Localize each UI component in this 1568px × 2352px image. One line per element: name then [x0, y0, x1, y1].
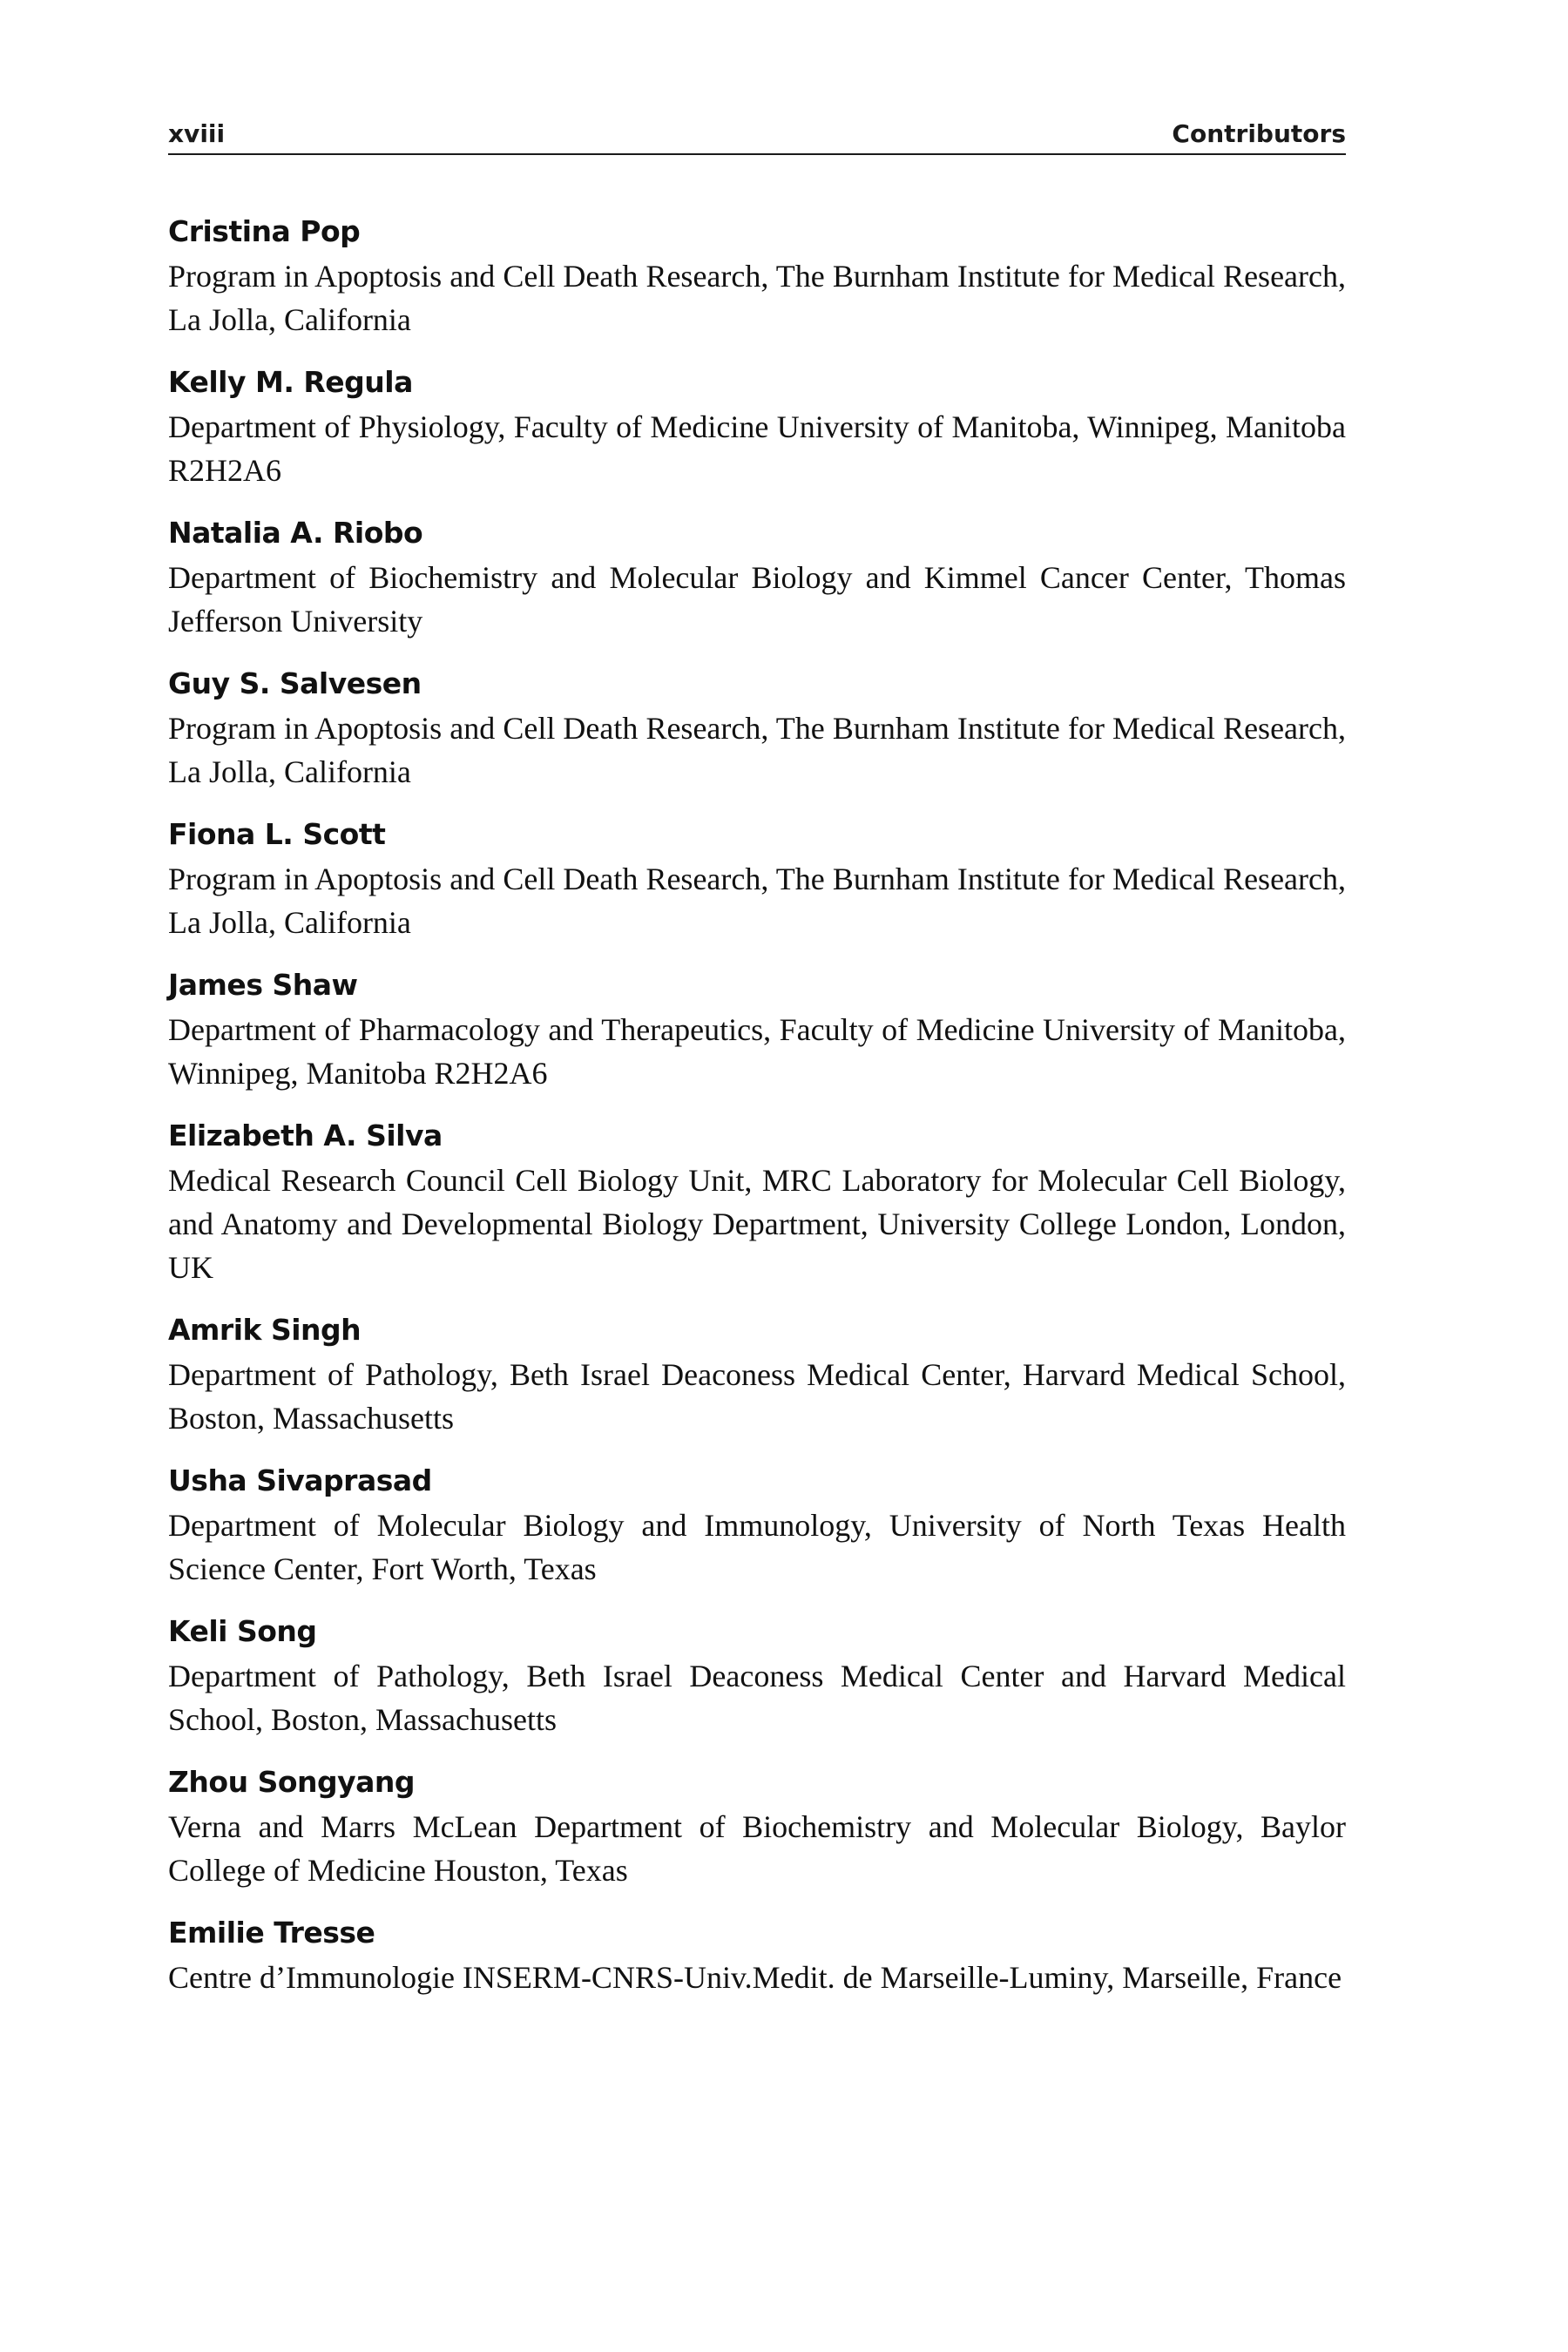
contributor-name: Zhou Songyang [168, 1765, 416, 1799]
contributor-name: Usha Sivaprasad [168, 1463, 432, 1497]
contributor-name: Keli Song [168, 1614, 317, 1648]
contributor-entry [168, 1910, 1346, 1999]
contributor-name: Cristina Pop [168, 214, 361, 248]
contributor-name: Kelly M. Regula [168, 365, 413, 399]
contributor-entry [168, 1308, 1346, 1440]
contributor-entry [168, 1458, 1346, 1591]
contributor-affiliation: Department of Biochemistry and Molecular Biology and Kimmel Cancer Center, Thomas Jefferson University [168, 560, 1346, 639]
contributor-affiliation: Verna and Marrs McLean Department of Biochemistry and Molecular Biology, Baylor College of Medicine Houston, Texas [168, 1809, 1346, 1888]
contributor-entry [168, 812, 1346, 944]
contributor-affiliation: Centre d’Immunologie INSERM-CNRS-Univ.Medit. de Marseille-Luminy, Marseille, France [168, 1960, 1342, 1995]
contributor-name: Emilie Tresse [168, 1916, 375, 1950]
contributor-entry [168, 1609, 1346, 1741]
page-number: xviii [168, 119, 226, 148]
contributor-name: James Shaw [168, 968, 358, 1002]
contributor-entry [168, 360, 1346, 492]
contributor-entry [168, 963, 1346, 1095]
contributors-list [168, 209, 1346, 2017]
contributor-entry [168, 1760, 1346, 1892]
section-title: Contributors [1172, 119, 1346, 148]
running-head [168, 112, 1346, 155]
contributor-name: Fiona L. Scott [168, 817, 386, 851]
contributor-affiliation: Department of Pathology, Beth Israel Deaconess Medical Center, Harvard Medical School, Boston, Massachusetts [168, 1357, 1346, 1436]
contributor-name: Natalia A. Riobo [168, 516, 423, 550]
contributor-entry [168, 1113, 1346, 1289]
contributor-name: Elizabeth A. Silva [168, 1119, 443, 1152]
contributor-affiliation: Department of Pathology, Beth Israel Deaconess Medical Center and Harvard Medical School, Boston, Massachusetts [168, 1659, 1346, 1737]
contributor-affiliation: Program in Apoptosis and Cell Death Research, The Burnham Institute for Medical Research, La Jolla, California [168, 259, 1346, 337]
contributor-affiliation: Medical Research Council Cell Biology Unit, MRC Laboratory for Molecular Cell Biology, and Anatomy and Developmental Biology Department, University College London, London, UK [168, 1163, 1346, 1285]
contributor-name: Amrik Singh [168, 1313, 362, 1347]
contributor-affiliation: Department of Pharmacology and Therapeutics, Faculty of Medicine University of Manitoba, Winnipeg, Manitoba R2H2A6 [168, 1012, 1346, 1091]
contributor-affiliation: Program in Apoptosis and Cell Death Research, The Burnham Institute for Medical Research, La Jolla, California [168, 862, 1346, 940]
contributor-affiliation: Program in Apoptosis and Cell Death Research, The Burnham Institute for Medical Research, La Jolla, California [168, 711, 1346, 789]
contributor-entry [168, 510, 1346, 643]
contributor-entry [168, 661, 1346, 794]
contributor-affiliation: Department of Molecular Biology and Immunology, University of North Texas Health Science Center, Fort Worth, Texas [168, 1508, 1346, 1586]
contributor-name: Guy S. Salvesen [168, 666, 422, 700]
contributor-affiliation: Department of Physiology, Faculty of Medicine University of Manitoba, Winnipeg, Manitoba R2H2A6 [168, 409, 1346, 488]
contributor-entry [168, 209, 1346, 341]
